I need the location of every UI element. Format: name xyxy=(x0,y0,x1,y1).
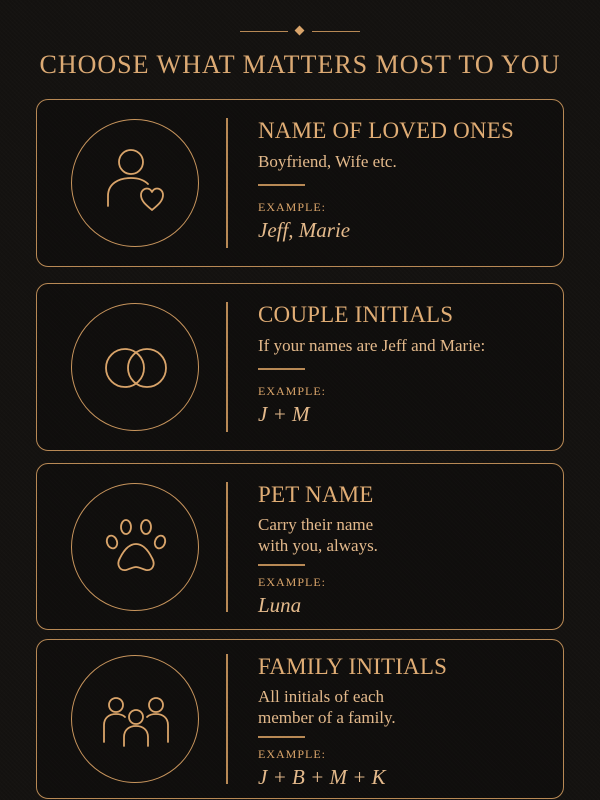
example-label: EXAMPLE: xyxy=(258,199,326,214)
ornament-line-left xyxy=(240,31,288,32)
person-heart-icon xyxy=(96,144,176,224)
card-content xyxy=(258,116,558,243)
description-line: with you, always. xyxy=(258,536,378,555)
option-card-loved-ones[interactable] xyxy=(36,99,564,267)
icon-frame xyxy=(71,119,199,247)
description-line: member of a family. xyxy=(258,708,396,727)
card-description: If your names are Jeff and Marie: xyxy=(258,336,486,355)
icon-frame xyxy=(71,303,199,431)
card-heading: COUPLE INITIALS xyxy=(258,302,454,327)
card-description: Boyfriend, Wife etc. xyxy=(258,152,397,171)
card-content xyxy=(258,652,558,790)
family-icon xyxy=(96,680,176,760)
top-ornament xyxy=(240,31,360,32)
interlocking-rings-icon xyxy=(96,328,176,408)
short-divider xyxy=(258,564,305,566)
card-description xyxy=(258,514,558,556)
example-value: Jeff, Marie xyxy=(258,217,351,242)
card-content xyxy=(258,480,558,618)
short-divider xyxy=(258,184,305,186)
option-card-couple-initials[interactable] xyxy=(36,283,564,451)
example-value: Luna xyxy=(258,592,302,617)
option-card-pet-name[interactable] xyxy=(36,463,564,630)
page-title: CHOOSE WHAT MATTERS MOST TO YOU xyxy=(39,50,561,79)
example-value: J + M xyxy=(258,401,310,426)
paw-print-icon xyxy=(96,508,176,588)
card-heading: FAMILY INITIALS xyxy=(258,654,448,679)
diamond-icon xyxy=(295,26,305,36)
vertical-divider xyxy=(226,302,228,432)
card-heading: NAME OF LOVED ONES xyxy=(258,118,514,143)
ornament-line-right xyxy=(312,31,360,32)
vertical-divider xyxy=(226,482,228,612)
icon-frame xyxy=(71,483,199,611)
icon-frame xyxy=(71,655,199,783)
example-value: J + B + M + K xyxy=(258,764,386,789)
card-heading: PET NAME xyxy=(258,482,374,507)
short-divider xyxy=(258,368,305,370)
vertical-divider xyxy=(226,654,228,784)
card-description xyxy=(258,686,558,728)
option-card-family-initials[interactable] xyxy=(36,639,564,799)
description-line: Carry their name xyxy=(258,515,374,534)
example-label: EXAMPLE: xyxy=(258,574,326,589)
example-label: EXAMPLE: xyxy=(258,746,326,761)
short-divider xyxy=(258,736,305,738)
example-label: EXAMPLE: xyxy=(258,383,326,398)
description-line: All initials of each xyxy=(258,687,385,706)
card-content xyxy=(258,300,558,427)
vertical-divider xyxy=(226,118,228,248)
